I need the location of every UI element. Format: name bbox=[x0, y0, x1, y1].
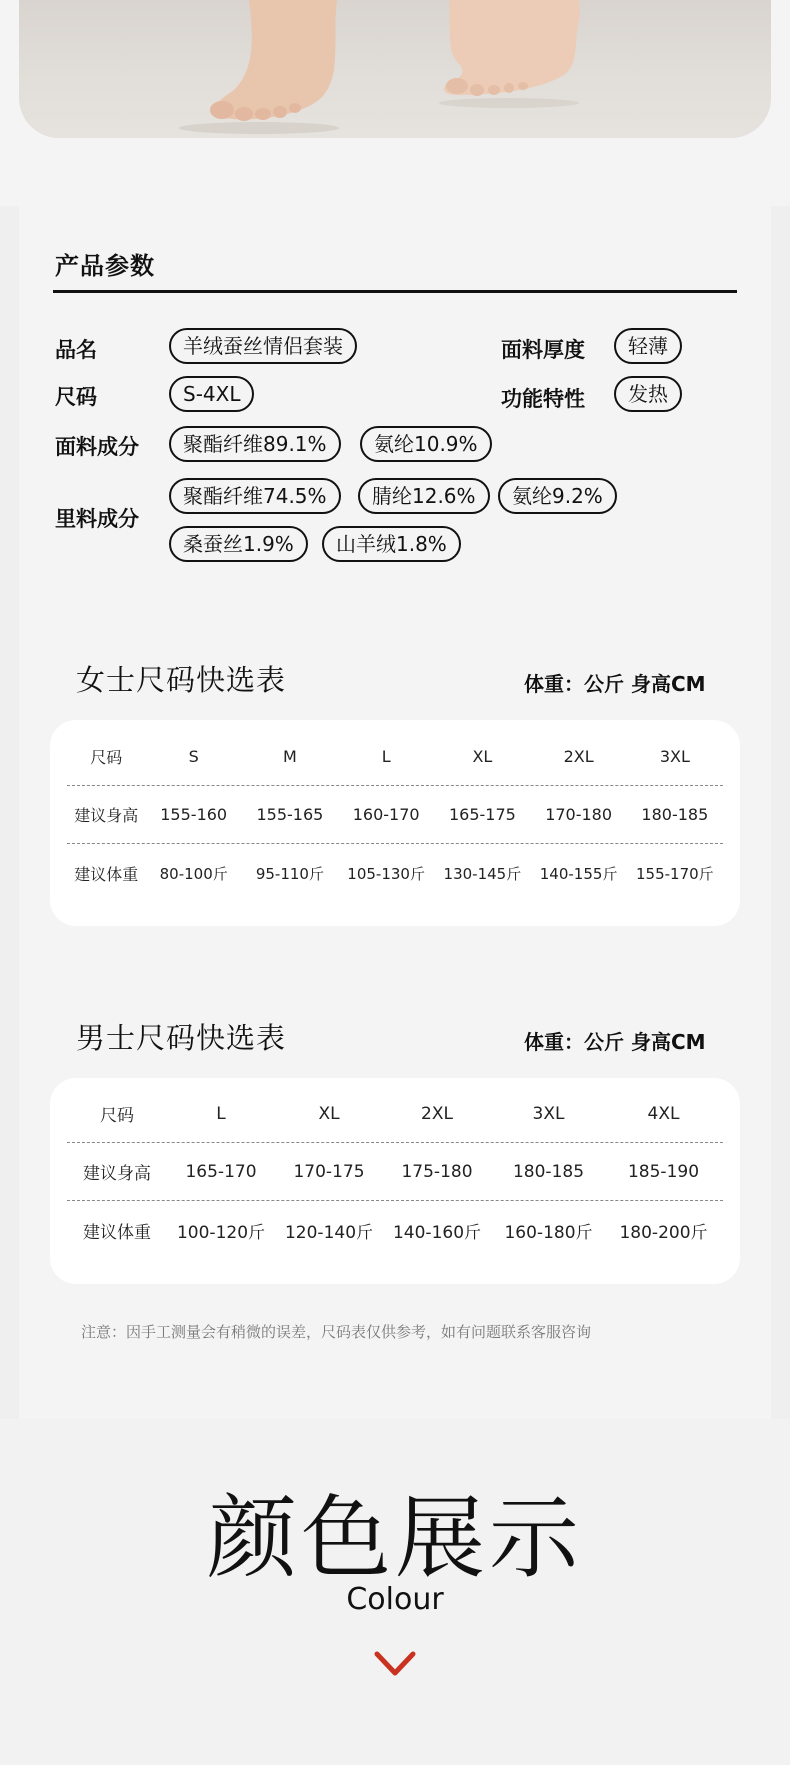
param-pill-lining-3: 氨纶9.2% bbox=[498, 478, 617, 514]
table-cell: 180-185 bbox=[512, 1161, 585, 1182]
param-pill-name: 羊绒蚕丝情侣套装 bbox=[169, 328, 357, 364]
table-header-cell: 2XL bbox=[421, 1103, 453, 1124]
params-title: 产品参数 bbox=[55, 252, 155, 280]
param-pill-size: S-4XL bbox=[169, 376, 254, 412]
param-pill-lining-1: 聚酯纤维74.5% bbox=[169, 478, 341, 514]
product-photo-feet bbox=[19, 0, 771, 138]
colour-section-title: 颜色展示 bbox=[207, 1486, 583, 1591]
table-cell: 180-185 bbox=[641, 805, 709, 824]
param-label-thickness: 面料厚度 bbox=[501, 338, 585, 362]
table-header-cell: 2XL bbox=[563, 747, 594, 766]
table-cell: 105-130斤 bbox=[347, 864, 425, 883]
table-cell: 185-190 bbox=[627, 1161, 700, 1182]
table-header-cell: L bbox=[216, 1103, 226, 1124]
table-cell: 170-175 bbox=[293, 1161, 365, 1182]
table-cell: 建议体重 bbox=[83, 1222, 151, 1243]
colour-section-subtitle: Colour bbox=[346, 1582, 444, 1617]
table-cell: 80-100斤 bbox=[159, 864, 228, 883]
table-header-cell: 尺码 bbox=[90, 748, 123, 767]
table-cell: 170-180 bbox=[545, 805, 613, 824]
param-pill-lining-4: 桑蚕丝1.9% bbox=[169, 526, 308, 562]
table-row bbox=[67, 1201, 723, 1259]
table-header-cell: 3XL bbox=[659, 747, 690, 766]
table-header-cell: XL bbox=[472, 747, 493, 766]
param-pill-fabric-2: 氨纶10.9% bbox=[360, 426, 492, 462]
table-row bbox=[67, 1143, 723, 1201]
table-header-cell: M bbox=[283, 747, 297, 766]
table-cell: 175-180 bbox=[401, 1161, 473, 1182]
table-header-cell: XL bbox=[318, 1103, 340, 1124]
table-cell: 95-110斤 bbox=[255, 864, 324, 883]
table-cell: 165-170 bbox=[185, 1161, 257, 1182]
table-header-cell: 4XL bbox=[647, 1103, 680, 1124]
men-chart-title: 男士尺码快选表 bbox=[76, 1021, 287, 1055]
param-pill-lining-5: 山羊绒1.8% bbox=[322, 526, 461, 562]
table-cell: 155-170斤 bbox=[636, 864, 714, 883]
table-cell: 130-145斤 bbox=[443, 864, 522, 883]
table-cell: 建议身高 bbox=[83, 1164, 151, 1184]
men-size-card bbox=[50, 1078, 740, 1284]
men-size-table bbox=[67, 1085, 723, 1259]
param-label-function: 功能特性 bbox=[501, 387, 585, 411]
table-header-cell: 3XL bbox=[532, 1103, 565, 1124]
table-header-cell: 尺码 bbox=[100, 1106, 134, 1126]
param-label-size: 尺码 bbox=[55, 385, 97, 409]
table-row bbox=[67, 844, 723, 902]
women-size-card bbox=[50, 720, 740, 926]
table-cell: 120-140斤 bbox=[284, 1222, 374, 1243]
param-pill-lining-2: 腈纶12.6% bbox=[358, 478, 490, 514]
table-cell: 建议体重 bbox=[74, 864, 139, 884]
table-cell: 155-160 bbox=[160, 805, 228, 824]
table-cell: 100-120斤 bbox=[176, 1222, 266, 1243]
table-cell: 180-200斤 bbox=[619, 1222, 708, 1243]
table-cell: 155-165 bbox=[256, 805, 324, 824]
table-header-row bbox=[67, 1085, 723, 1143]
param-pill-thickness: 轻薄 bbox=[614, 328, 682, 364]
table-row bbox=[67, 786, 723, 844]
women-size-table bbox=[67, 728, 723, 902]
women-chart-unit: 体重：公斤 身高CM bbox=[524, 672, 706, 696]
table-cell: 140-155斤 bbox=[539, 864, 618, 883]
size-note: 注意：因手工测量会有稍微的误差，尺码表仅供参考，如有问题联系客服咨询 bbox=[81, 1323, 592, 1341]
table-cell: 160-180斤 bbox=[504, 1222, 593, 1243]
table-header-cell: S bbox=[188, 747, 199, 766]
table-cell: 160-170 bbox=[352, 805, 420, 824]
param-pill-fabric-1: 聚酯纤维89.1% bbox=[169, 426, 341, 462]
table-cell: 140-160斤 bbox=[392, 1222, 482, 1243]
men-chart-unit: 体重：公斤 身高CM bbox=[524, 1030, 706, 1054]
women-chart-title: 女士尺码快选表 bbox=[76, 663, 287, 697]
table-header-row bbox=[67, 728, 723, 786]
chevron-down-icon bbox=[374, 1650, 416, 1678]
param-label-lining: 里料成分 bbox=[55, 507, 139, 531]
param-label-name: 品名 bbox=[55, 338, 97, 362]
table-header-cell: L bbox=[381, 747, 391, 766]
table-cell: 建议身高 bbox=[74, 806, 139, 825]
param-pill-function: 发热 bbox=[614, 376, 682, 412]
table-cell: 165-175 bbox=[448, 805, 516, 824]
params-divider bbox=[53, 290, 737, 293]
param-label-fabric: 面料成分 bbox=[55, 435, 139, 459]
